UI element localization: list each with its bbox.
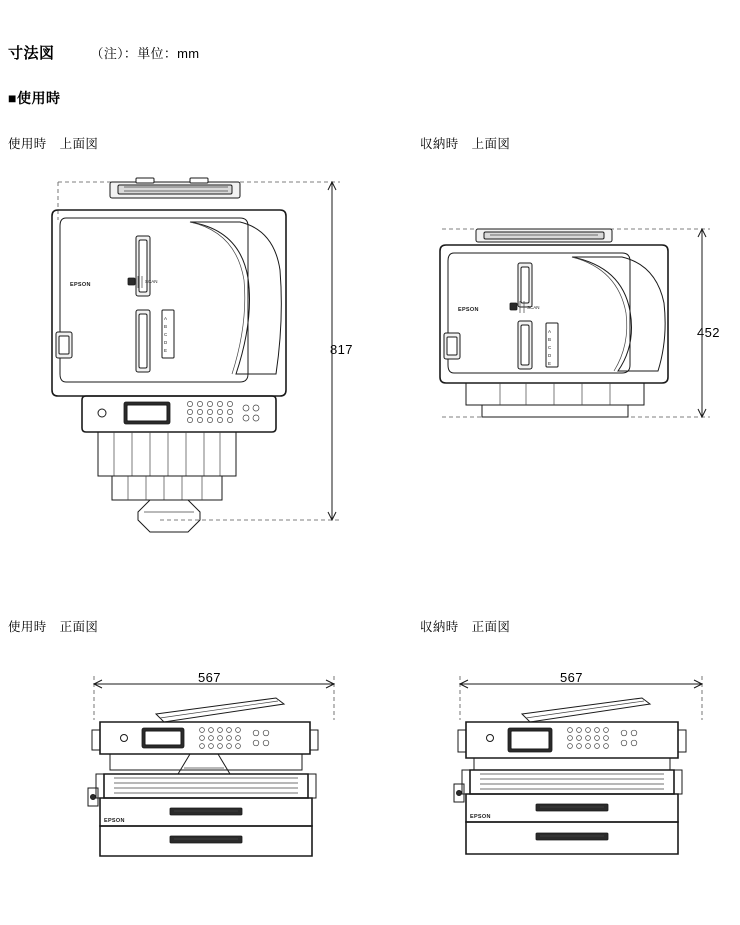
svg-text:E: E (164, 348, 168, 353)
svg-text:C: C (164, 332, 168, 337)
dimension-567-left: 567 (198, 670, 221, 685)
dimension-817: 817 (330, 342, 353, 357)
svg-text:B: B (548, 337, 552, 342)
svg-text:EPSON: EPSON (470, 814, 491, 820)
caption-in-use-top: 使用時 上面図 (8, 137, 99, 151)
svg-text:EPSON: EPSON (104, 818, 125, 824)
figure-stored-top (430, 215, 720, 435)
svg-text:A: A (548, 329, 552, 334)
dimension-567-right: 567 (560, 670, 583, 685)
svg-text:SCAN: SCAN (145, 279, 158, 284)
svg-text:EPSON: EPSON (70, 282, 91, 288)
figure-in-use-front (70, 670, 360, 900)
figure-stored-front (440, 670, 730, 900)
caption-stored-top: 収納時 上面図 (420, 137, 511, 151)
unit-note: （注）：単位：mm (90, 46, 200, 61)
svg-text:A: A (164, 316, 168, 321)
caption-stored-front: 収納時 正面図 (420, 620, 511, 634)
svg-text:D: D (164, 340, 168, 345)
svg-text:D: D (548, 353, 552, 358)
title-row (8, 42, 199, 63)
section-heading: ■使用時 (8, 90, 61, 106)
svg-text:B: B (164, 324, 168, 329)
dimension-452: 452 (697, 325, 720, 340)
figure-in-use-top (40, 160, 350, 540)
svg-text:C: C (548, 345, 552, 350)
caption-in-use-front: 使用時 正面図 (8, 620, 99, 634)
svg-text:SCAN: SCAN (527, 305, 540, 310)
svg-text:E: E (548, 361, 552, 366)
svg-text:EPSON: EPSON (458, 307, 479, 313)
page-title: 寸法図 (8, 45, 55, 62)
